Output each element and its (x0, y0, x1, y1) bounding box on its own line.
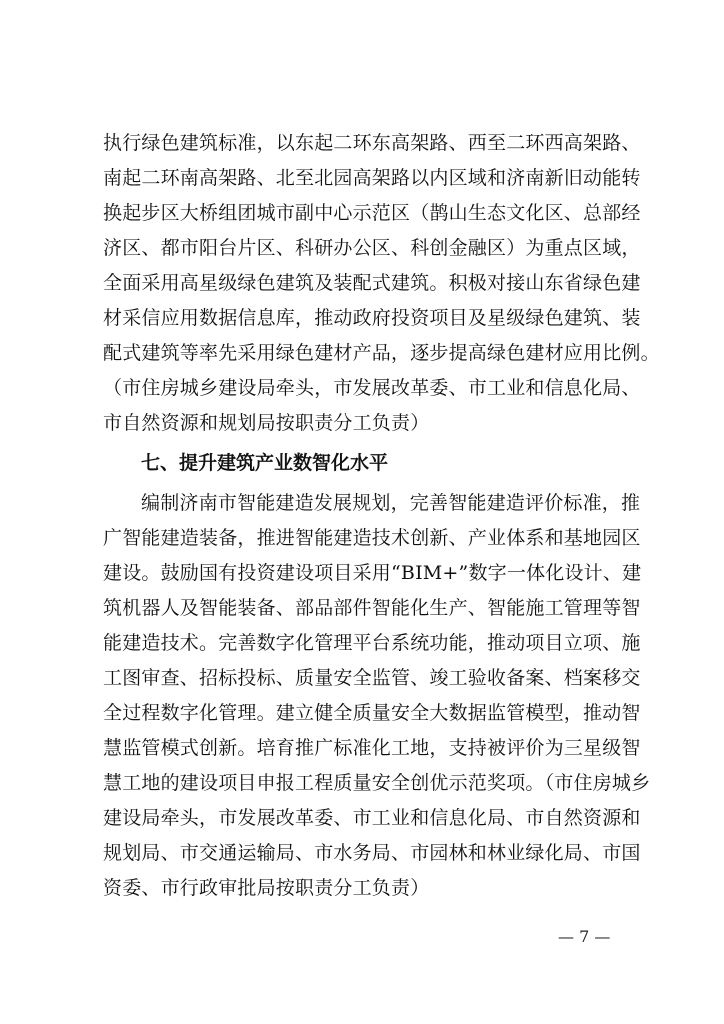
text-line: 能建造技术。完善数字化管理平台系统功能，推动项目立项、施 (103, 632, 641, 654)
text-line: 执行绿色建筑标准，以东起二环东高架路、西至二环西高架路、 (103, 132, 641, 154)
text-line: 市自然资源和规划局按职责分工负责） (103, 412, 430, 434)
text-line: 规划局、市交通运输局、市水务局、市园林和林业绿化局、市国 (103, 842, 641, 864)
text-line: 配式建筑等率先采用绿色建材产品，逐步提高绿色建材应用比例。 (103, 342, 660, 364)
page-number: — 7 — (558, 927, 611, 946)
text-line: 换起步区大桥组团城市副中心示范区（鹊山生态文化区、总部经 (103, 202, 641, 224)
text-line: 慧监管模式创新。培育推广标准化工地，支持被评价为三星级智 (103, 737, 641, 759)
text-line: 慧工地的建设项目申报工程质量安全创优示范奖项。（市住房城乡 (103, 772, 651, 794)
text-line: 筑机器人及智能装备、部品部件智能化生产、智能施工管理等智 (103, 597, 641, 619)
text-line: 建设。鼓励国有投资建设项目采用“BIM+”数字一体化设计、建 (103, 562, 642, 584)
text-line: 工图审查、招标投标、质量安全监管、竣工验收备案、档案移交 (103, 667, 641, 689)
text-line: 广智能建造装备，推进智能建造技术创新、产业体系和基地园区 (103, 527, 641, 549)
text-line: 全面采用高星级绿色建筑及装配式建筑。积极对接山东省绿色建 (103, 272, 641, 294)
text-line: 资委、市行政审批局按职责分工负责） (103, 877, 430, 899)
text-line: 南起二环南高架路、北至北园高架路以内区域和济南新旧动能转 (103, 167, 641, 189)
text-line: （市住房城乡建设局牵头，市发展改革委、市工业和信息化局、 (103, 377, 641, 399)
text-line: 全过程数字化管理。建立健全质量安全大数据监管模型，推动智 (103, 702, 641, 724)
text-line: 建设局牵头，市发展改革委、市工业和信息化局、市自然资源和 (103, 807, 641, 829)
text-line: 编制济南市智能建造发展规划，完善智能建造评价标准，推 (141, 492, 641, 514)
text-line: 材采信应用数据信息库，推动政府投资项目及星级绿色建筑、装 (103, 307, 641, 329)
section-heading: 七、提升建筑产业数智化水平 (141, 452, 389, 474)
text-line: 济区、都市阳台片区、科研办公区、科创金融区）为重点区域， (103, 237, 641, 259)
